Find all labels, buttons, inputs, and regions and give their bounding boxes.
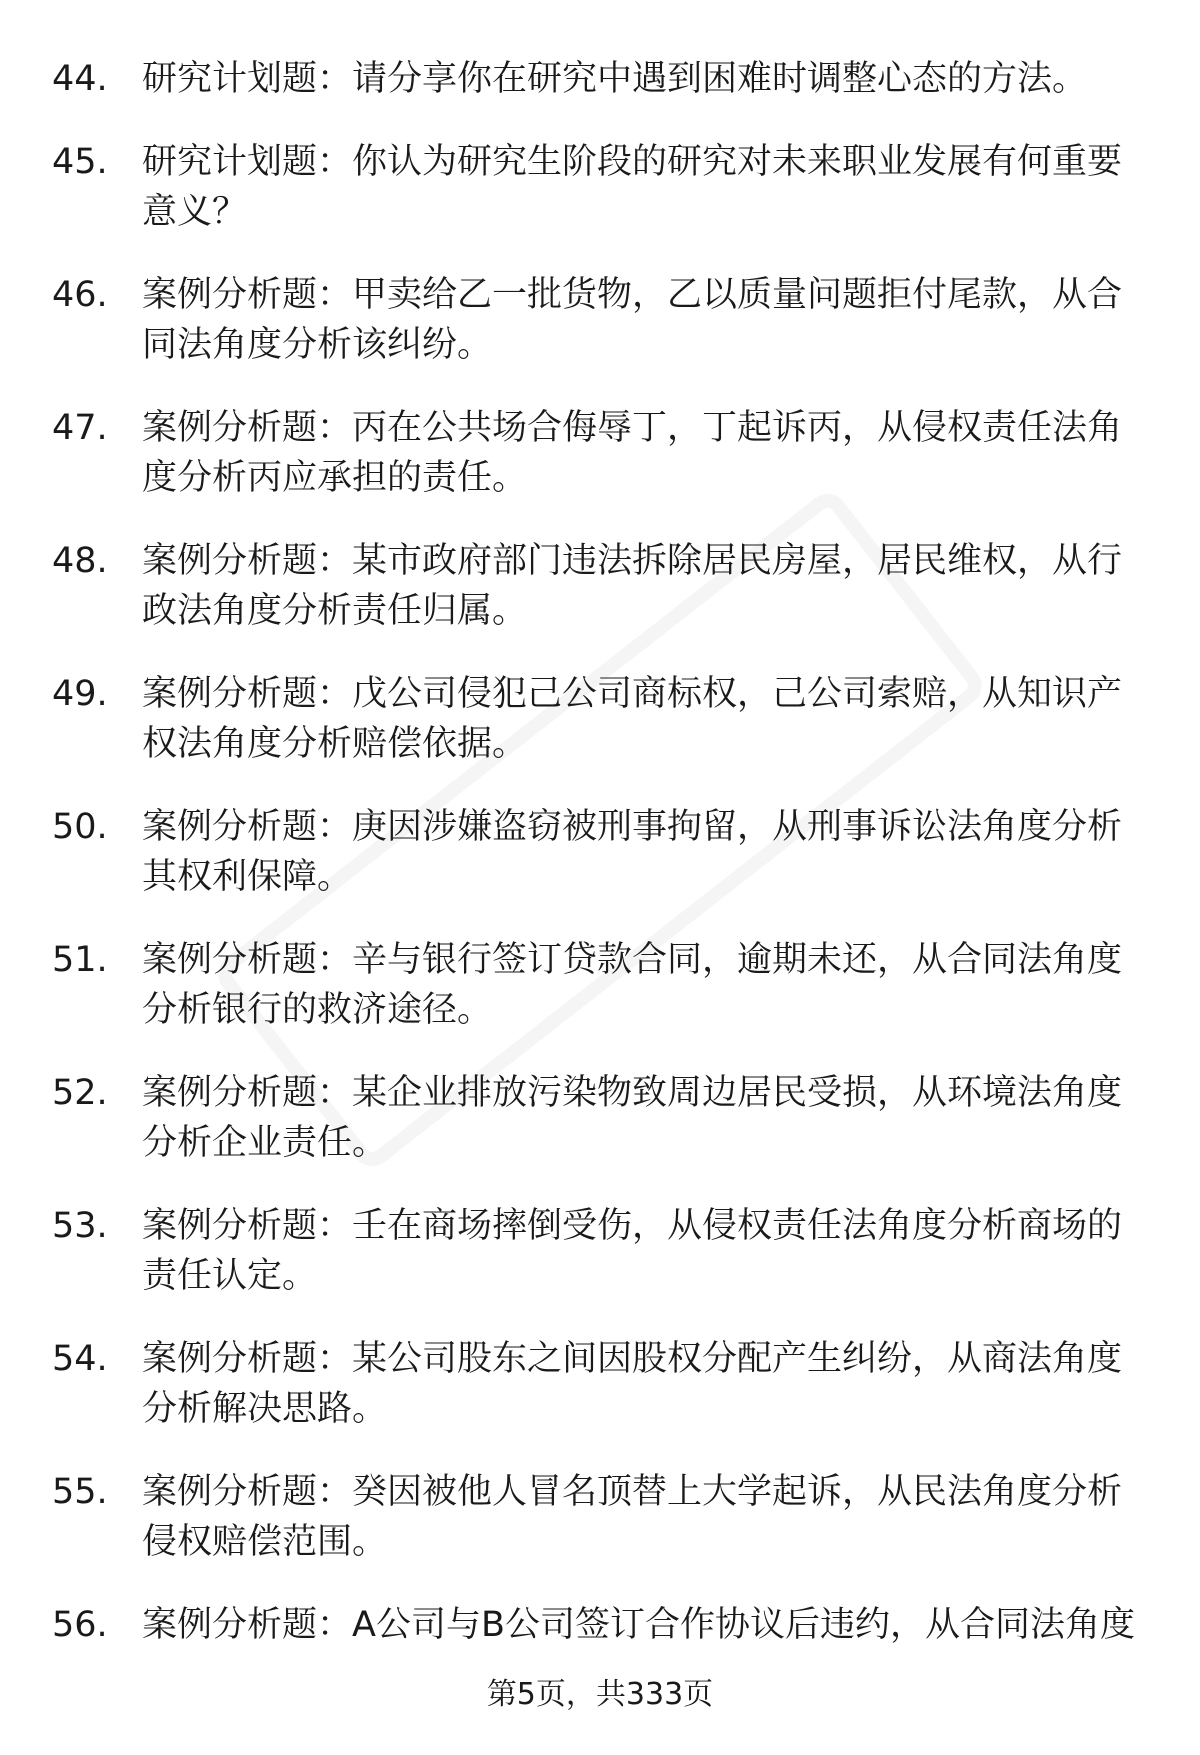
question-item bbox=[52, 1467, 1152, 1567]
question-number: 52. bbox=[52, 1073, 108, 1113]
question-text: 案例分析题：辛与银行签订贷款合同，逾期未还，从合同法角度分析银行的救济途径。 bbox=[142, 940, 1123, 1030]
question-text: 案例分析题：戊公司侵犯己公司商标权，己公司索赔，从知识产权法角度分析赔偿依据。 bbox=[142, 674, 1123, 764]
question-item bbox=[52, 935, 1152, 1035]
question-number: 54. bbox=[52, 1339, 108, 1379]
page-number-label: 第5页，共333页 bbox=[486, 1677, 714, 1712]
question-text: 案例分析题：壬在商场摔倒受伤，从侵权责任法角度分析商场的责任认定。 bbox=[142, 1206, 1123, 1296]
question-item bbox=[52, 536, 1152, 636]
question-text: 案例分析题：庚因涉嫌盗窃被刑事拘留，从刑事诉讼法角度分析其权利保障。 bbox=[142, 807, 1123, 897]
question-item bbox=[52, 669, 1152, 769]
question-item bbox=[52, 54, 1152, 104]
question-number: 49. bbox=[52, 674, 108, 714]
question-text: 研究计划题：请分享你在研究中遇到困难时调整心态的方法。 bbox=[142, 59, 1088, 99]
question-number: 44. bbox=[52, 59, 108, 99]
question-item bbox=[52, 1334, 1152, 1434]
question-number: 45. bbox=[52, 142, 108, 182]
question-number: 48. bbox=[52, 541, 108, 581]
question-number: 51. bbox=[52, 940, 108, 980]
question-text: 案例分析题：A公司与B公司签订合作协议后违约，从合同法角度 bbox=[142, 1605, 1135, 1645]
question-text: 案例分析题：某企业排放污染物致周边居民受损，从环境法角度分析企业责任。 bbox=[142, 1073, 1123, 1163]
question-text: 研究计划题：你认为研究生阶段的研究对未来职业发展有何重要意义？ bbox=[142, 142, 1123, 232]
question-list bbox=[52, 54, 1152, 1683]
question-item bbox=[52, 802, 1152, 902]
question-item bbox=[52, 403, 1152, 503]
page-footer bbox=[0, 1675, 1200, 1715]
question-text: 案例分析题：丙在公共场合侮辱丁，丁起诉丙，从侵权责任法角度分析丙应承担的责任。 bbox=[142, 408, 1123, 498]
question-number: 50. bbox=[52, 807, 108, 847]
question-text: 案例分析题：癸因被他人冒名顶替上大学起诉，从民法角度分析侵权赔偿范围。 bbox=[142, 1472, 1123, 1562]
question-item bbox=[52, 137, 1152, 237]
question-number: 55. bbox=[52, 1472, 108, 1512]
question-text: 案例分析题：某市政府部门违法拆除居民房屋，居民维权，从行政法角度分析责任归属。 bbox=[142, 541, 1123, 631]
question-text: 案例分析题：某公司股东之间因股权分配产生纠纷，从商法角度分析解决思路。 bbox=[142, 1339, 1123, 1429]
question-text: 案例分析题：甲卖给乙一批货物，乙以质量问题拒付尾款，从合同法角度分析该纠纷。 bbox=[142, 275, 1123, 365]
question-number: 56. bbox=[52, 1605, 108, 1645]
question-item bbox=[52, 270, 1152, 370]
question-item bbox=[52, 1600, 1152, 1650]
question-number: 53. bbox=[52, 1206, 108, 1246]
question-number: 46. bbox=[52, 275, 108, 315]
question-number: 47. bbox=[52, 408, 108, 448]
question-item bbox=[52, 1201, 1152, 1301]
question-item bbox=[52, 1068, 1152, 1168]
